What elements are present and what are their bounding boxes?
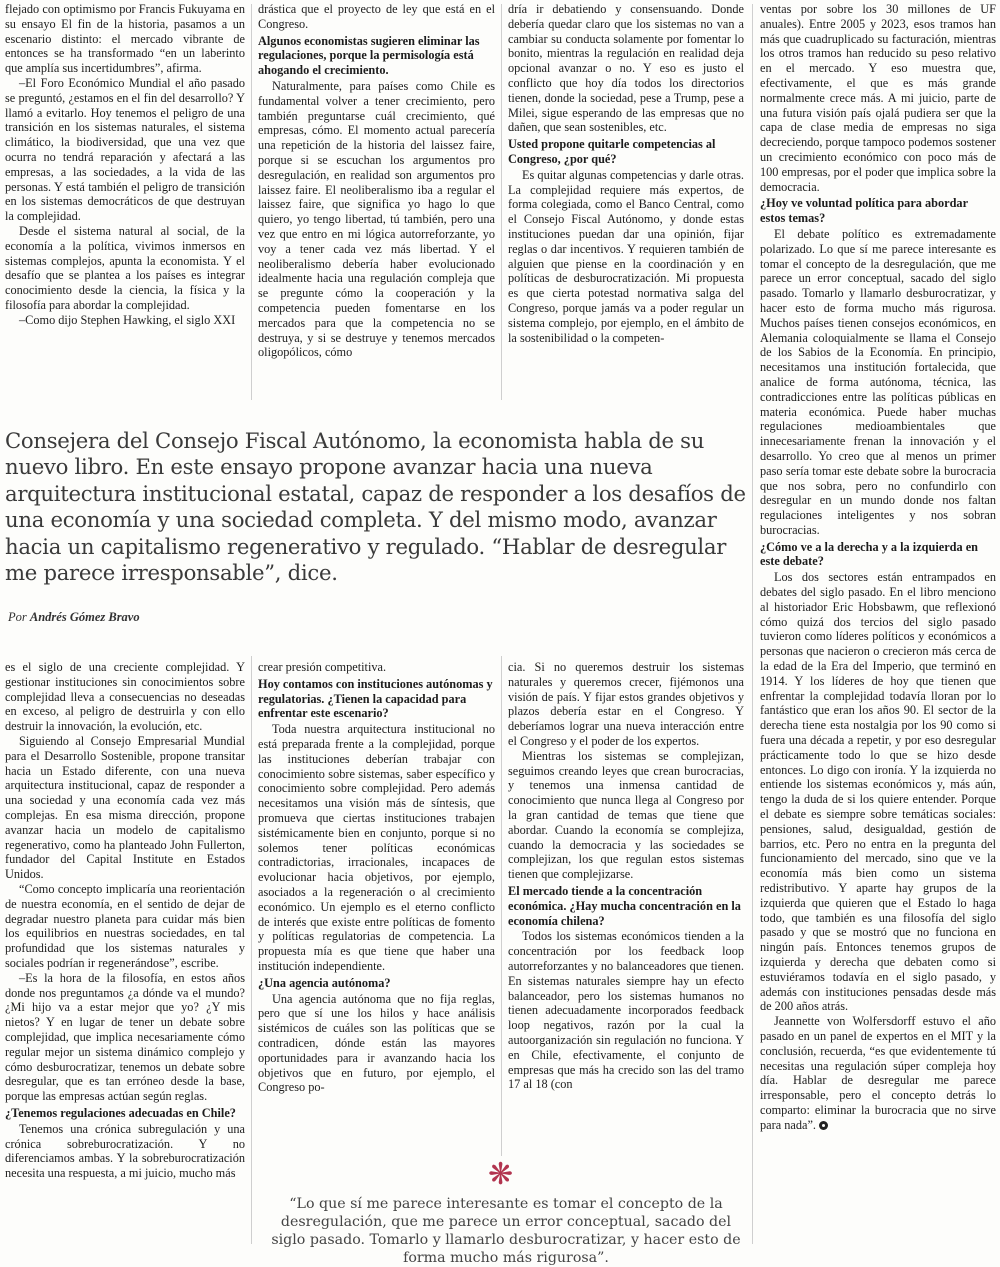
body-paragraph: Los dos sectores están entrampados en debates del siglo pasado. En el libro menciono al historiador Eric Hobsbawm, que reflexionó cómo quizá dos tercios del siglo pasado tuvieron como líderes políticos y económicos a personas que nacieron o crecieron más cerca de la edad de la Era del Imperio, que terminó en 1914. Y los líderes de hoy que tienen que enfrentar la complejidad todavía lloran por lo fantástico que eran los años 90. El sector de la derecha tiene esta nostalgia por los 90 como si fuera una década a repetir, y por eso desregular prácticamente todo lo que se hizo desde entonces. Lo digo con ironía. Y la izquierda no entiende los sistemas económicos y, más aún, tengo la duda de si los quiere entender. Porque el debate es siempre sobre temáticas sociales: pensiones, salud, desigualdad, gestión de barrios, etc. Pero no entra en la pregunta del funcionamiento del mercado, sino que ve la economía más bien como un sistema redistributivo. Y aparte hay grupos de la izquierda que quieren que el Estado lo haga todo, que también es una filosofía del siglo pasado y que se mostró que no funciona en ningún país. Entonces tenemos grupos de izquierda y derecha que debaten como si estuviéramos todavía en el siglo pasado, y además con instituciones pensadas desde más de 200 años atrás. (760, 570, 996, 1014)
byline-author: Andrés Gómez Bravo (29, 610, 140, 624)
question-heading: ¿Hoy ve voluntad política para abordar estos temas? (760, 196, 968, 226)
body-paragraph: Naturalmente, para países como Chile es fundamental volver a tener crecimiento, pero también preguntarse cuál crecimiento, qué empresas, cómo. El momento actual parecería una repetición de la historia del laissez faire, porque si se escuchan los argumentos pro desregulación, en realidad son argumentos pro laissez faire. El neoliberalismo iba a regular el laissez faire, que significa yo hago lo que quiero, yo tengo libertad, tú también, pero una vez que entro en mi lógica autorreforzante, yo voy a tener cada vez más libertad. Y el neoliberalismo debería haber evolucionado idealmente hacia una regulación compleja que se pregunte cómo la cooperación y la competencia pueden fomentarse en los mercados para que la competencia no se destruya, y si se destruye y tenemos mercados oligopólicos, cómo (258, 78, 495, 360)
body-paragraph: crear presión competitiva. (258, 660, 387, 674)
question-heading: ¿Cómo ve a la derecha y a la izquierda en este debate? (760, 539, 979, 569)
column-4 (760, 2, 996, 1248)
body-paragraph: –Es la hora de la filosofía, en estos años donde nos preguntamos ¿a dónde va el mundo? ¿Mi hijo va a estar mejor que yo? ¿Y mis nietos? Y en lugar de tener un debate sobre complejidad, que implica necesariamente cómo regular mejor un sistema dinámico complejo y cómo desburocratizar, tenemos un debate sobre desregular, que es tan erróneo desde la base, porque las empresas actúan según reglas. (5, 970, 245, 1104)
column-2-top (258, 2, 495, 404)
pull-quote: “Lo que sí me parece interesante es tomar el concepto de la desregulación, que me parece un error conceptual, sacado del siglo pasado. Tomarlo y llamarlo desburocratizar, y hacer esto de forma mucho más rigurosa”. (271, 1196, 741, 1266)
body-paragraph: Es quitar algunas competencias y darle otras. La complejidad requiere más expertos, de forma colegiada, como el Banco Central, como el Consejo Fiscal Autónomo, y donde estas instituciones puedan dar una opinión, fijar reglas o dar incentivos. Y requieren también de alguien que piense en la coordinación y en políticas de desburocratización. Mi propuesta es que cierta potestad normativa salga del Congreso, porque jamás va a poder regular un sistema complejo, por ejemplo, en el ámbito de la sostenibilidad o la competen- (508, 167, 744, 345)
paragraph-text: Jeannette von Wolfersdorff estuvo el año pasado en un panel de expertos en el MIT y la conclusión, recuerda, “es que evidentemente tú necesitas una regulación súper compleja hoy día. Hablar de desregular me parece irresponsable, pero el concepto detrás lo comparto: eliminar la burocracia que no sirve para nada”. (760, 1014, 996, 1132)
column-rule (501, 656, 502, 1156)
byline (8, 610, 140, 625)
body-paragraph: dría ir debatiendo y consensuando. Donde debería quedar claro que los sistemas no van a cambiar su conducta solamente por fomentar lo bonito, mientras la regulación en realidad deja opcional avanzar o no. Y eso es justo el conflicto que hoy día todos los directorios tienen, donde la sociedad, pese a Trump, pese a Milei, sigue esperando de las empresas que no dañen, que sean sostenibles, etc. (508, 2, 744, 135)
body-paragraph: Siguiendo al Consejo Empresarial Mundial para el Desarrollo Sostenible, propone transitar hacia un Estado diferente, con una nueva arquitectura institucional, capaz de responder a una sociedad y una economía cada vez más complejas. En esa misma dirección, propone avanzar hacia un modelo de capitalismo regenerativo, como ha planteado John Fullerton, fundador del Capital Institute en Estados Unidos. (5, 733, 245, 882)
body-paragraph: es el siglo de una creciente complejidad. Y gestionar instituciones sin conocimientos sobre complejidad lleva a consecuencias no deseadas en exceso, al peligro de destruirla y con ello destruir la innovación, la evolución, etc. (5, 660, 245, 734)
body-paragraph: ventas por sobre los 30 millones de UF anuales). Entre 2005 y 2023, esos tramos han más que cuadruplicado su facturación, mientras los otros tramos han reducido su peso relativo en el mercado. Y eso muestra que, efectivamente, el que es más grande normalmente crece más. A mi juicio, parte de una futura visión país ojalá pudiera ser que la capa de clase media de empresas no siga decreciendo, porque tampoco podemos sostener un crecimiento económico con poco más de 100 empresas, por el poder que implica sobre la democracia. (760, 2, 996, 194)
column-3-top (508, 2, 744, 404)
body-paragraph: Mientras los sistemas se complejizan, seguimos creando leyes que crean burocracias, y tenemos una inmensa cantidad de conocimiento que nunca llega al Congreso por la gran cantidad de temas que tiene que abordar. Cuando la economía se complejiza, cuando la democracia y las sociedades se complejizan, los que regulan estos sistemas tienen que complejizarse. (508, 748, 744, 882)
body-paragraph: El debate político es extremadamente polarizado. Lo que sí me parece interesante es tomar el concepto de la desregulación, que me parece un error conceptual, sacado del siglo pasado. Tomarlo y llamarlo desburocratizar, y hacer esto de forma mucho más rigurosa. Muchos países tienen consejos económicos, en Alemania coloquialmente se llama el Consejo de los Sabios de la Economía. En principio, necesitamos una institución fortalecida, que analice de forma autónoma, técnica, las contradicciones entre las políticas públicas en materia económica. Puede haber muchas regulaciones medioambientales que innecesariamente frenan la innovación y el desarrollo. Yo creo que al menos un primer paso sería tomar este debate sobre la burocracia que nos sobra, pero no confundirlo con desregular en un mundo donde nos faltan regulaciones inteligentes y nos sobran burocracias. (760, 226, 996, 537)
body-paragraph (760, 1014, 996, 1132)
column-rule (251, 4, 252, 400)
column-3-bottom (508, 660, 744, 1160)
question-heading: Usted propone quitarle competencias al Congreso, ¿por qué? (508, 137, 716, 166)
column-rule (251, 656, 252, 1244)
question-heading: Algunos economistas sugieren eliminar las regulaciones, porque la permisología está ahogando el crecimiento. (258, 33, 480, 78)
body-paragraph: Toda nuestra arquitectura institucional no está preparada frente a la complejidad, porque las instituciones deberían trabajar con conocimiento sobre sistemas, saber específico y conocimiento sobre complejidad. Pero además necesitamos una visión más de síntesis, que promueva que ciertas instituciones trabajen sistémicamente bien en conjunto, porque si no solemos tener políticas económicas contradictorias, irracionales, incapaces de evolucionar hacia objetivos, por ejemplo, asociados a la regeneración o al crecimiento económico. Un ejemplo es el eterno conflicto de interés que existe entre políticas de fomento y políticas regulatorias de competencia. La propuesta mía es que tiene que haber una institución independiente. (258, 722, 495, 973)
end-of-article-icon (819, 1121, 828, 1130)
question-heading: ¿Tenemos regulaciones adecuadas en Chile? (5, 1105, 236, 1120)
body-paragraph: drástica que el proyecto de ley que está en el Congreso. (258, 2, 495, 31)
column-rule (501, 4, 502, 400)
body-paragraph: Todos los sistemas económicos tienden a la concentración por los feedback loop autorreforzantes y no balanceadores que tienen. En sistemas naturales siempre hay un efecto balanceador, pero los sistemas humanos no tienen adecuadamente incorporados feedback loop negativos, razón por la cual la autoorganización sin regulación no funciona. Y en Chile, efectivamente, el conjunto de empresas que más ha crecido son las del tramo 17 al 18 (con (508, 929, 744, 1092)
body-paragraph: Una agencia autónoma que no fija reglas, pero que sí une los hilos y hace análisis sistémicos de cuáles son las políticas que se contradicen, dónde están las mayores oportunidades para ir avanzando hacia los objetivos que en futuro, por ejemplo, el Congreso po- (258, 991, 495, 1095)
body-paragraph: –Como dijo Stephen Hawking, el siglo XXI (19, 312, 236, 327)
byline-prefix: Por (8, 610, 27, 624)
asterisk-ornament-icon: ❋ (488, 1157, 514, 1192)
column-1-top (5, 2, 245, 404)
column-rule (752, 4, 753, 1244)
question-heading: El mercado tiende a la concentración económica. ¿Hay mucha concentración en la economía chilena? (508, 883, 741, 928)
body-paragraph: flejado con optimismo por Francis Fukuyama en su ensayo El fin de la historia, pasamos a un escenario distinto: el mercado vibrante de entonces se ha transformado “en un laberinto que amplía sus incertidumbres”, afirma. (5, 2, 245, 76)
body-paragraph: cia. Si no queremos destruir los sistemas naturales y queremos crecer, fijémonos una visión de país. Y fijar estos grandes objetivos y plazos debería estar en el Congreso. Y deberíamos lograr una nueva interacción entre el Congreso y el poder de los expertos. (508, 660, 744, 748)
body-paragraph: “Como concepto implicaría una reorientación de nuestra economía, en el sentido de dejar de degradar nuestro planeta para cuidar más bien los equilibrios en nuestras sociedades, en tal profundidad que los sistemas naturales y sociales podrían ir regenerándose”, escribe. (5, 881, 245, 970)
question-heading: Hoy contamos con instituciones autónomas y regulatorias. ¿Tienen la capacidad para enfrentar este escenario? (258, 676, 493, 721)
column-2-bottom (258, 660, 495, 1160)
question-heading: ¿Una agencia autónoma? (258, 975, 391, 990)
body-paragraph: Desde el sistema natural al social, de la economía a la política, vivimos inmersos en sistemas complejos, apunta la economista. Y el desafío que se plantea a los países es integrar conocimiento desde la ciencia, la física y la filosofía para abordar la complejidad. (5, 223, 245, 312)
body-paragraph: Tenemos una crónica subregulación y una crónica sobreburocratización. Y no diferenciamos ambas. Y la sobreburocratización necesita una respuesta, a mi juicio, mucho más (5, 1121, 245, 1181)
body-paragraph: –El Foro Económico Mundial el año pasado se preguntó, ¿estamos en el fin del desarrollo? Y llamó a evitarlo. Hoy tenemos el peligro de una transición en los sistemas naturales, el sistema climático, la biodiversidad, que una vez que ocurra no tendrá reparación y afectará a las empresas, a las sociedades, a la vida de las personas. Y está también el peligro de transición en los sistemas democráticos de que destruyan la complejidad. (5, 75, 245, 224)
column-1-bottom (5, 660, 245, 1248)
lead-paragraph: Consejera del Consejo Fiscal Autónomo, la economista habla de su nuevo libro. En este ensayo propone avanzar hacia una nueva arquitectura institucional estatal, capaz de responder a los desafíos de una economía y una sociedad completa. Y del mismo modo, avanzar hacia un capitalismo regenerativo y regulado. “Hablar de desregular me parece irresponsable”, dice. (5, 428, 746, 586)
